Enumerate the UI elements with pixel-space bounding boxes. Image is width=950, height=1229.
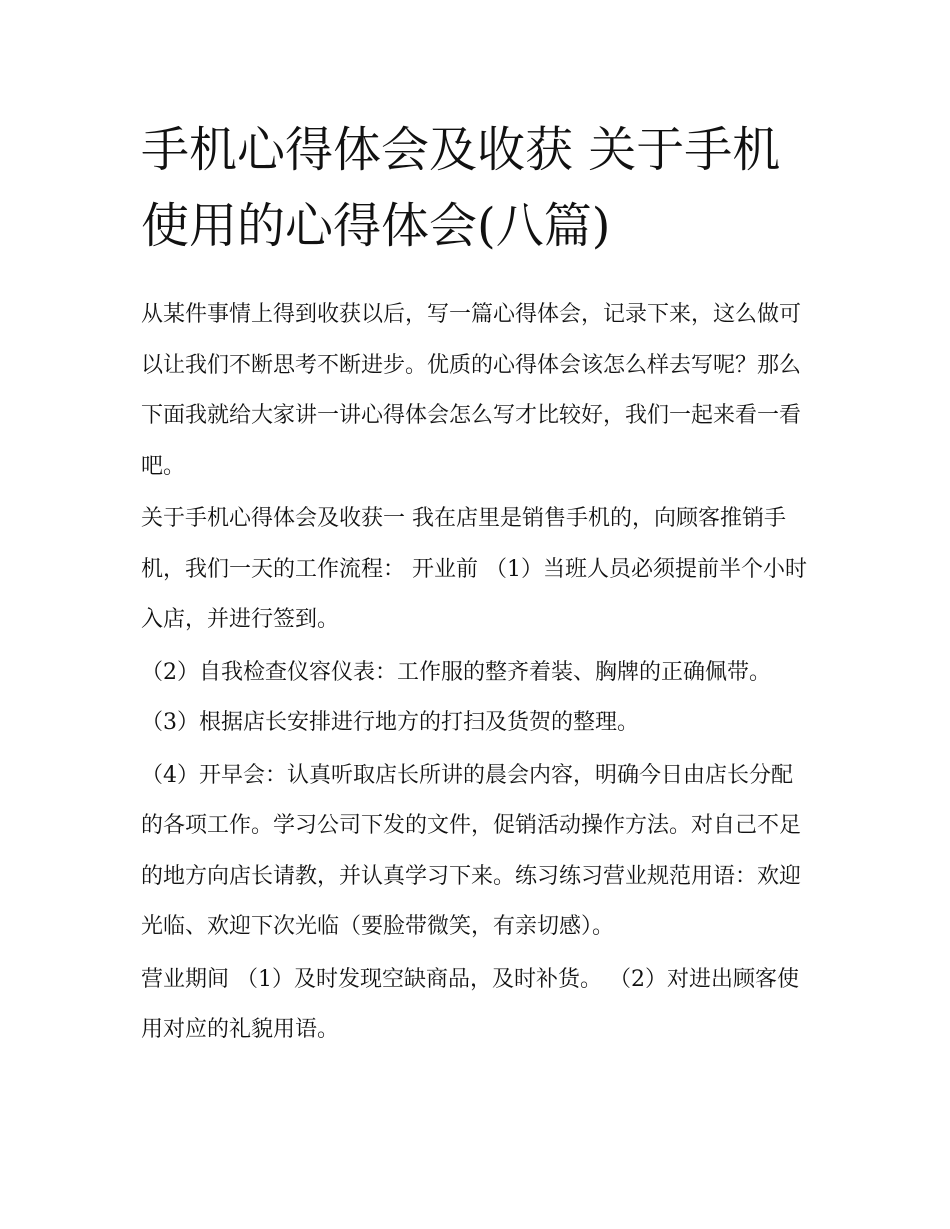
paragraph-appearance-check: （2）自我检查仪容仪表：工作服的整齐着装、胸牌的正确佩带。 （3）根据店长安排进行地方的打扫及货贺的整理。 [141,659,771,735]
document-page [141,112,813,1056]
paragraph-intro: 从某件事情上得到收获以后，写一篇心得体会，记录下来，这么做可以让我们不断思考不断进步。优质的心得体会该怎么样去写呢？那么下面我就给大家讲一讲心得体会怎么写才比较好，我们一起来看一看吧。 [141,302,802,479]
paragraph-business-hours: 营业期间 （1）及时发现空缺商品，及时补货。 （2）对进出顾客使用对应的礼貌用语。 [141,966,799,1042]
paragraph-morning-meeting: （4）开早会：认真听取店长所讲的晨会内容，明确今日由店长分配的各项工作。学习公司下发的文件，促销活动操作方法。对自己不足的地方向店长请教，并认真学习下来。练习练习营业规范用语：欢迎光临、欢迎下次光临（要脸带微笑，有亲切感）。 [141,762,802,939]
paragraph-workflow: 关于手机心得体会及收获一 我在店里是销售手机的，向顾客推销手机，我们一天的工作流程： 开业前 （1）当班人员必须提前半个小时入店，并进行签到。 [141,506,807,632]
document-title: 手机心得体会及收获 关于手机使用的心得体会(八篇) [141,122,781,254]
